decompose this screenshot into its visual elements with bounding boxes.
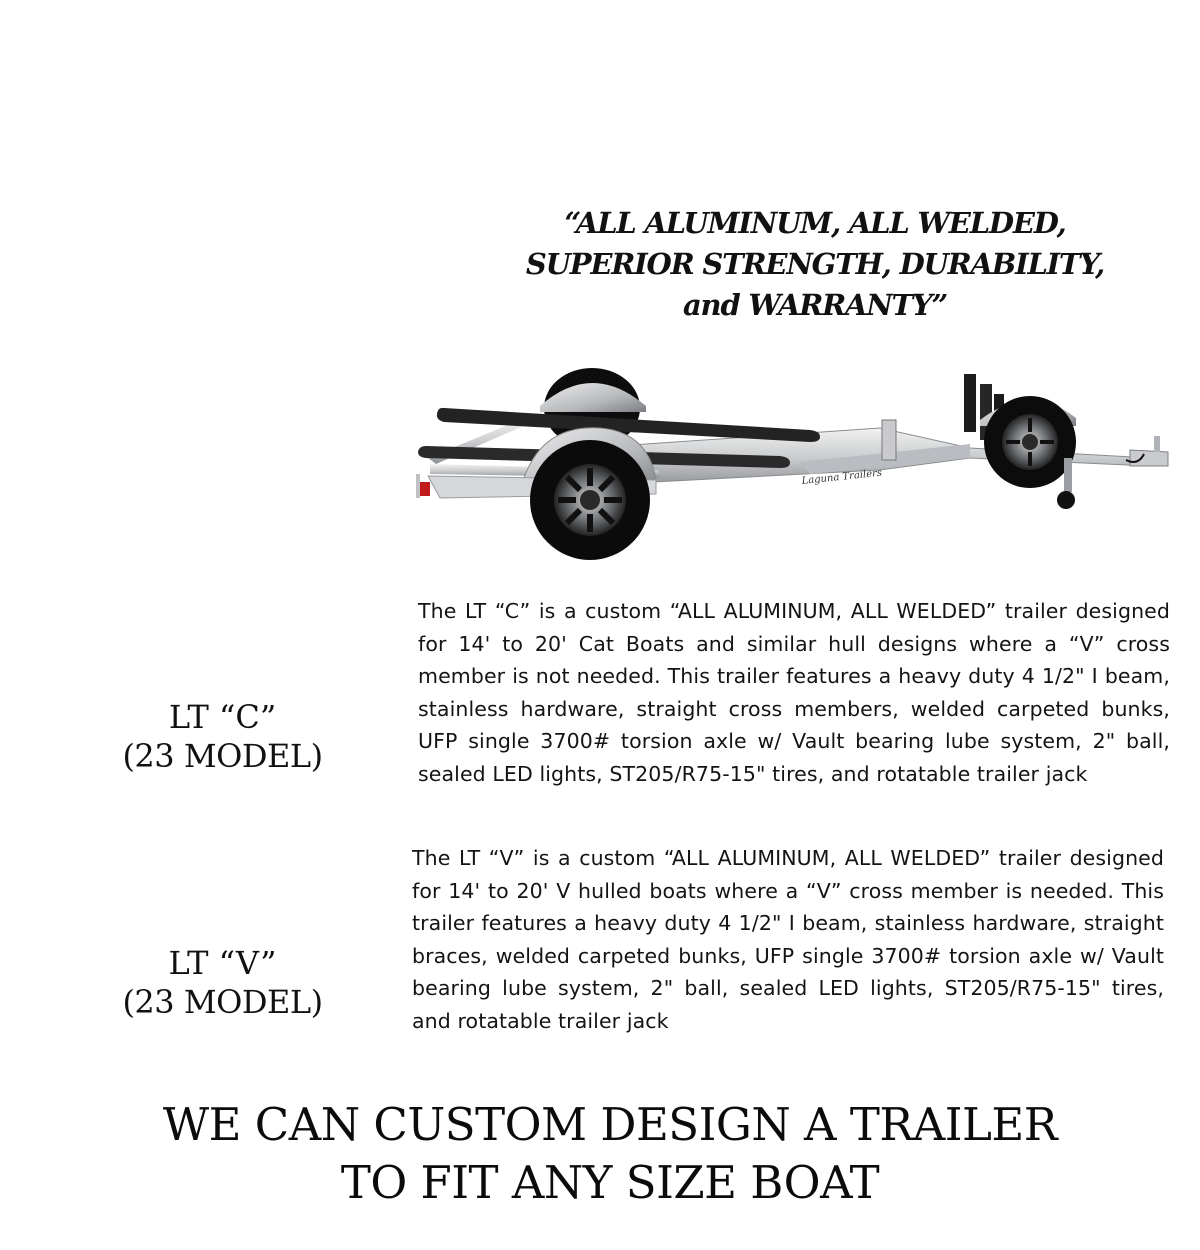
winch-post (882, 420, 896, 460)
trailer-jack (1064, 458, 1072, 492)
model-label-lt-v (100, 943, 345, 1021)
hitch-coupler (1130, 450, 1168, 466)
callout-line-2: TO FIT ANY SIZE BOAT (340, 1156, 880, 1209)
slogan (520, 203, 1110, 326)
model-year: (23 MODEL) (122, 737, 323, 775)
custom-design-callout (140, 1096, 1080, 1212)
boat-trailer-photo (410, 362, 1180, 572)
brand-text: Laguna Trailers (801, 467, 883, 487)
model-description-lt-v: The LT “V” is a custom “ALL ALUMINUM, ALL WELDED” trailer designed for 14' to 20' V hulled boats where a “V” cross member is needed. This trailer features a heavy duty 4 1/2" I beam, stainless hardware, straight braces, welded carpeted bunks, UFP single 3700# torsion axle w/ Vault bearing lube system, 2" ball, sealed LED lights, ST205/R75-15" tires, and rotatable trailer jack (412, 846, 1164, 1033)
model-label-lt-c (100, 697, 345, 775)
slogan-line-3: and WARRANTY” (682, 288, 948, 322)
model-name: LT “V” (168, 944, 277, 982)
model-year: (23 MODEL) (122, 983, 323, 1021)
model-name: LT “C” (168, 698, 277, 736)
model-description-lt-c: The LT “C” is a custom “ALL ALUMINUM, ALL WELDED” trailer designed for 14' to 20' Cat Boats and similar hull designs where a “V” cross member is not needed. This trailer features a heavy duty 4 1/2" I beam, stainless hardware, straight cross members, welded carpeted bunks, UFP single 3700# torsion axle w/ Vault bearing lube system, 2" ball, sealed LED lights, ST205/R75-15" tires, and rotatable trailer jack (418, 599, 1170, 786)
slogan-line-2: SUPERIOR STRENGTH, DURABILITY, (525, 247, 1105, 281)
callout-line-1: WE CAN CUSTOM DESIGN A TRAILER (162, 1098, 1058, 1151)
slogan-line-1: “ALL ALUMINUM, ALL WELDED, (564, 206, 1066, 240)
